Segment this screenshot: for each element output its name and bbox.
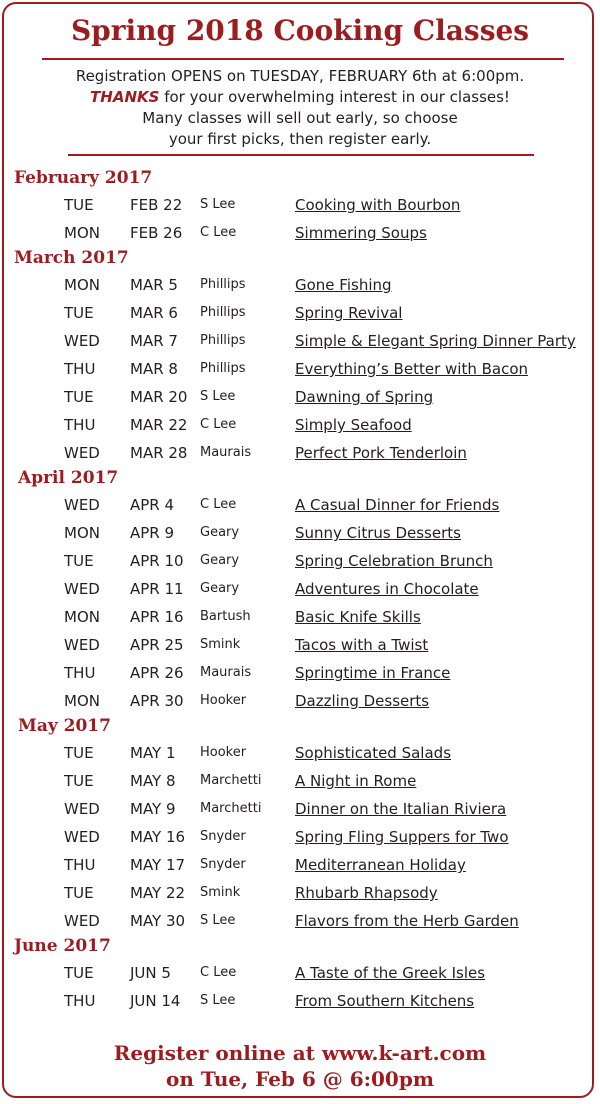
class-title-link[interactable]: Sunny Citrus Desserts <box>295 524 461 542</box>
class-row <box>0 605 600 629</box>
class-day: TUE <box>64 744 94 762</box>
class-day: WED <box>64 444 100 462</box>
class-row <box>0 193 600 217</box>
class-day: TUE <box>64 388 94 406</box>
class-date: MAR 20 <box>130 388 188 406</box>
registration-notice <box>0 66 600 150</box>
class-day: WED <box>64 636 100 654</box>
class-day: THU <box>64 416 96 434</box>
class-title-link[interactable]: Simply Seafood <box>295 416 412 434</box>
class-chef: Phillips <box>200 333 246 348</box>
class-row <box>0 633 600 657</box>
class-date: MAR 22 <box>130 416 188 434</box>
class-chef: Geary <box>200 581 240 596</box>
class-title-link[interactable]: Springtime in France <box>295 664 451 682</box>
class-date: MAY 8 <box>130 772 176 790</box>
class-title-link[interactable]: Adventures in Chocolate <box>295 580 479 598</box>
class-day: WED <box>64 800 100 818</box>
class-title-link[interactable]: Simple & Elegant Spring Dinner Party <box>295 332 576 350</box>
class-chef: Geary <box>200 525 240 540</box>
class-day: TUE <box>64 304 94 322</box>
class-title-link[interactable]: Dawning of Spring <box>295 388 434 406</box>
class-chef: Maurais <box>200 665 252 680</box>
class-title-link[interactable]: Gone Fishing <box>295 276 392 294</box>
class-row <box>0 357 600 381</box>
class-title-link[interactable]: Simmering Soups <box>295 224 427 242</box>
class-title-link[interactable]: Dinner on the Italian Riviera <box>295 800 507 818</box>
class-title-link[interactable]: Perfect Pork Tenderloin <box>295 444 467 462</box>
class-title-link[interactable]: Spring Revival <box>295 304 403 322</box>
register-line-1[interactable]: Register online at www.k-art.com <box>113 1041 487 1065</box>
class-row <box>0 661 600 685</box>
class-chef: Geary <box>200 553 240 568</box>
class-date: FEB 22 <box>130 196 183 214</box>
class-day: THU <box>64 360 96 378</box>
class-chef: C Lee <box>200 497 237 512</box>
class-row <box>0 769 600 793</box>
class-day: THU <box>64 992 96 1010</box>
class-date: MAR 7 <box>130 332 178 350</box>
class-date: APR 9 <box>130 524 175 542</box>
class-date: MAR 8 <box>130 360 178 378</box>
class-title-link[interactable]: Rhubarb Rhapsody <box>295 884 438 902</box>
class-day: MON <box>64 608 100 626</box>
class-row <box>0 385 600 409</box>
class-row <box>0 441 600 465</box>
class-title-link[interactable]: Basic Knife Skills <box>295 608 421 626</box>
class-date: APR 16 <box>130 608 184 626</box>
class-day: TUE <box>64 884 94 902</box>
thanks-text: THANKS <box>90 88 160 106</box>
notice-line-1: Registration OPENS on TUESDAY, FEBRUARY 6th at 6:00pm. <box>75 67 525 85</box>
class-title-link[interactable]: A Night in Rome <box>295 772 417 790</box>
class-date: MAY 30 <box>130 912 186 930</box>
register-footer <box>0 1040 600 1092</box>
class-date: APR 10 <box>130 552 184 570</box>
class-day: THU <box>64 856 96 874</box>
class-row <box>0 961 600 985</box>
class-chef: C Lee <box>200 417 237 432</box>
notice-line-4: your first picks, then register early. <box>168 130 432 148</box>
class-row <box>0 549 600 573</box>
class-row <box>0 221 600 245</box>
class-date: APR 30 <box>130 692 184 710</box>
class-row <box>0 413 600 437</box>
class-title-link[interactable]: Flavors from the Herb Garden <box>295 912 519 930</box>
class-chef: S Lee <box>200 389 236 404</box>
class-chef: Maurais <box>200 445 252 460</box>
class-row <box>0 881 600 905</box>
class-chef: Phillips <box>200 277 246 292</box>
class-date: APR 4 <box>130 496 175 514</box>
class-chef: Hooker <box>200 745 247 760</box>
class-row <box>0 301 600 325</box>
notice-line-2 <box>0 87 600 108</box>
class-date: MAR 28 <box>130 444 188 462</box>
title-divider <box>42 58 564 60</box>
class-row <box>0 577 600 601</box>
class-chef: Snyder <box>200 857 246 872</box>
class-date: MAY 22 <box>130 884 186 902</box>
class-date: FEB 26 <box>130 224 183 242</box>
class-day: TUE <box>64 772 94 790</box>
class-title-link[interactable]: Sophisticated Salads <box>295 744 452 762</box>
class-chef: Hooker <box>200 693 247 708</box>
class-row <box>0 741 600 765</box>
class-title-link[interactable]: Cooking with Bourbon <box>295 196 461 214</box>
register-line-2: on Tue, Feb 6 @ 6:00pm <box>166 1067 434 1091</box>
class-row <box>0 853 600 877</box>
class-day: WED <box>64 496 100 514</box>
class-chef: C Lee <box>200 965 237 980</box>
class-day: MON <box>64 692 100 710</box>
month-heading: March 2017 <box>14 248 129 268</box>
class-day: MON <box>64 524 100 542</box>
class-row <box>0 273 600 297</box>
month-heading: June 2017 <box>14 936 111 956</box>
class-row <box>0 909 600 933</box>
class-row <box>0 493 600 517</box>
class-date: APR 25 <box>130 636 184 654</box>
class-day: TUE <box>64 196 94 214</box>
class-date: MAR 5 <box>130 276 178 294</box>
class-row <box>0 329 600 353</box>
class-day: WED <box>64 828 100 846</box>
month-heading: February 2017 <box>14 168 153 188</box>
class-chef: Bartush <box>200 609 251 624</box>
class-date: MAY 9 <box>130 800 176 818</box>
class-title-link[interactable]: Tacos with a Twist <box>295 636 429 654</box>
class-chef: Phillips <box>200 305 246 320</box>
class-chef: S Lee <box>200 913 236 928</box>
class-row <box>0 825 600 849</box>
class-title-link[interactable]: From Southern Kitchens <box>295 992 475 1010</box>
class-title-link[interactable]: Everything’s Better with Bacon <box>295 360 529 378</box>
class-day: MON <box>64 224 100 242</box>
class-date: JUN 5 <box>130 964 171 982</box>
class-day: MON <box>64 276 100 294</box>
class-chef: Snyder <box>200 829 246 844</box>
page-title: Spring 2018 Cooking Classes <box>70 14 530 47</box>
class-chef: S Lee <box>200 197 236 212</box>
class-row <box>0 797 600 821</box>
class-date: MAR 6 <box>130 304 178 322</box>
class-day: THU <box>64 664 96 682</box>
month-heading: April 2017 <box>18 468 119 488</box>
class-title-link[interactable]: A Casual Dinner for Friends <box>295 496 500 514</box>
class-date: MAY 1 <box>130 744 176 762</box>
class-day: WED <box>64 580 100 598</box>
class-chef: Marchetti <box>200 801 262 816</box>
class-date: APR 26 <box>130 664 184 682</box>
class-chef: C Lee <box>200 225 237 240</box>
class-day: WED <box>64 332 100 350</box>
class-date: APR 11 <box>130 580 184 598</box>
class-day: TUE <box>64 552 94 570</box>
class-row <box>0 689 600 713</box>
class-row <box>0 521 600 545</box>
notice-divider <box>68 154 534 156</box>
class-chef: Smink <box>200 885 241 900</box>
class-chef: Marchetti <box>200 773 262 788</box>
class-date: JUN 14 <box>130 992 181 1010</box>
notice-line-3: Many classes will sell out early, so choose <box>142 109 458 127</box>
class-chef: S Lee <box>200 993 236 1008</box>
month-heading: May 2017 <box>18 716 111 736</box>
class-date: MAY 16 <box>130 828 186 846</box>
class-title-link[interactable]: Spring Fling Suppers for Two <box>295 828 509 846</box>
class-title-link[interactable]: Spring Celebration Brunch <box>295 552 493 570</box>
class-day: WED <box>64 912 100 930</box>
class-title-link[interactable]: A Taste of the Greek Isles <box>295 964 486 982</box>
class-chef: Phillips <box>200 361 246 376</box>
class-row <box>0 989 600 1013</box>
class-day: TUE <box>64 964 94 982</box>
thanks-rest: for your overwhelming interest in our classes! <box>159 88 510 106</box>
class-title-link[interactable]: Dazzling Desserts <box>295 692 430 710</box>
class-chef: Smink <box>200 637 241 652</box>
class-title-link[interactable]: Mediterranean Holiday <box>295 856 466 874</box>
class-date: MAY 17 <box>130 856 186 874</box>
